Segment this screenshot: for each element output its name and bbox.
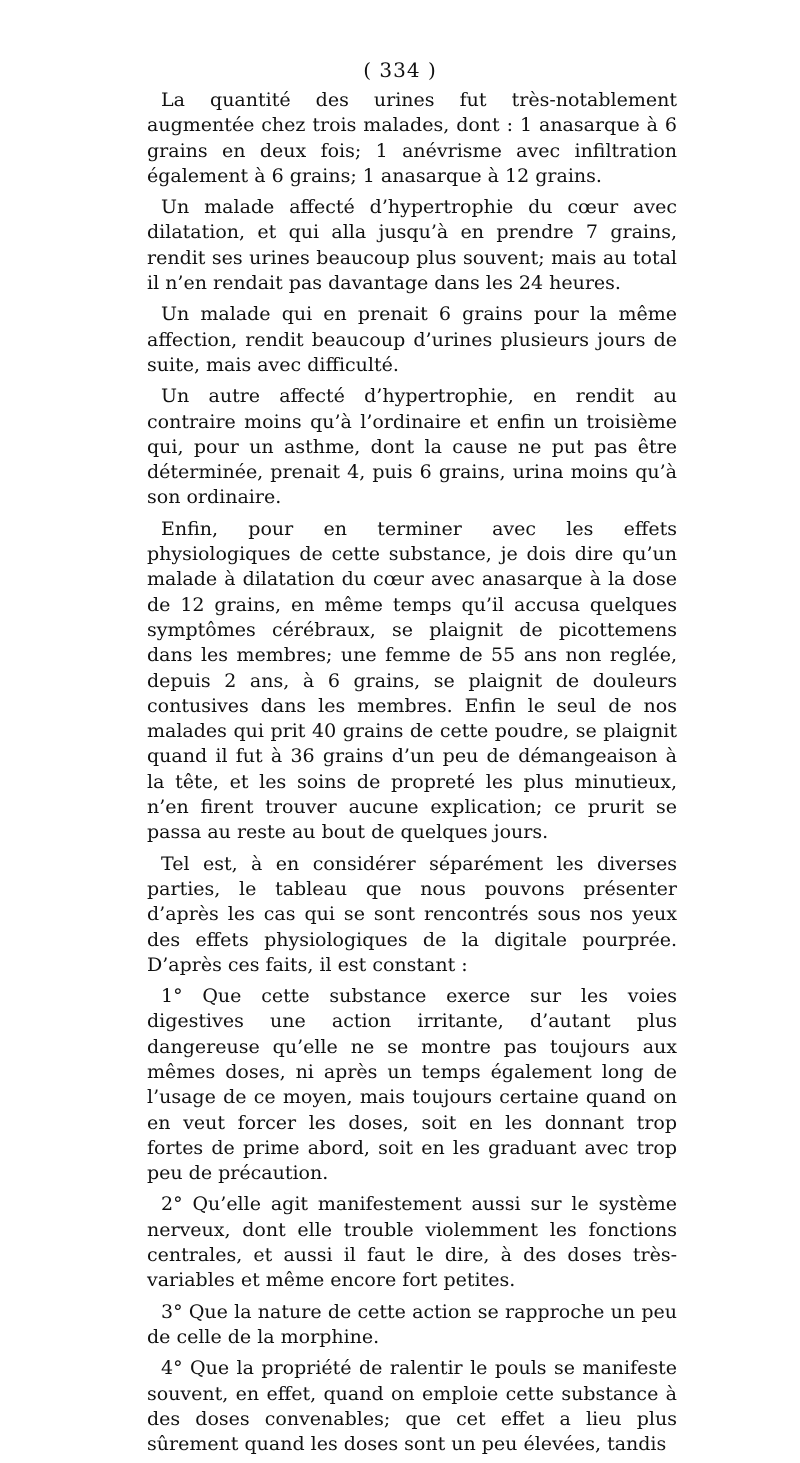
paragraph-point-3: 3° Que la nature de cette action se rapproche un peu de celle de la morphine. xyxy=(147,1300,677,1348)
paragraph-six-grains: Un malade qui en prenait 6 grains pour la même affection, rendit beaucoup d’urines plusieurs jours de suite, mais avec difficulté. xyxy=(147,303,677,376)
paragraph-hypertrophy-dilatation: Un malade affecté d’hypertrophie du cœur avec dilatation, et qui alla jusqu’à en prendre 7 grains, rendit ses urines beaucoup plus souvent; mais au total il n’en rendait pas davantage dans les 24 heures. xyxy=(147,196,677,295)
paragraph-another-hypertrophy: Un autre affecté d’hypertrophie, en rendit au contraire moins qu’à l’ordinaire et enfin un troisième qui, pour un asthme, dont la cause ne put pas être déterminée, prenait 4, puis 6 grains, urina moins qu’à son ordinaire. xyxy=(147,385,677,509)
paragraph-point-4: 4° Que la propriété de ralentir le pouls se manifeste souvent, en effet, quand on emploie cette substance à des doses convenables; que cet effet a lieu plus sûrement quand les doses sont un peu élevées, tandis xyxy=(147,1357,677,1456)
paragraph-point-1: 1° Que cette substance exerce sur les voies digestives une action irritante, d’autant plus dangereuse qu’elle ne se montre pas toujours aux mêmes doses, ni après un temps également long de l’usage de ce moyen, mais toujours certaine quand on en veut forcer les doses, soit en les donnant trop fortes de prime abord, soit en les graduant avec trop peu de précaution. xyxy=(147,985,677,1185)
body-text xyxy=(147,88,677,1463)
paragraph-physiological-effects: Enfin, pour en terminer avec les effets physiologiques de cette substance, je dois dire qu’un malade à dilatation du cœur avec anasarque à la dose de 12 grains, en même temps qu’il accusa quelques symptômes cérébraux, se plaignit de picottemens dans les membres; une femme de 55 ans non reglée, depuis 2 ans, à 6 grains, se plaignit de douleurs contusives dans les membres. Enfin le seul de nos malades qui prit 40 grains de cette poudre, se plaignit quand il fut à 36 grains d’un peu de démangeaison à la tête, et les soins de propreté les plus minutieux, n’en firent trouver aucune explication; ce prurit se passa au reste au bout de quelques jours. xyxy=(147,517,677,844)
paragraph-summary: Tel est, à en considérer séparément les diverses parties, le tableau que nous pouvons présenter d’après les cas qui se sont rencontrés sous nos yeux des effets physiologiques de la digitale pourprée. D’après ces faits, il est constant : xyxy=(147,852,677,976)
paragraph-urine-quantity: La quantité des urines fut très-notablement augmentée chez trois malades, dont : 1 anasarque à 6 grains en deux fois; 1 anévrisme avec infiltration également à 6 grains; 1 anasarque à 12 grains. xyxy=(147,89,677,187)
page-number: ( 334 ) xyxy=(363,58,437,82)
paragraph-point-2: 2° Qu’elle agit manifestement aussi sur le système nerveux, dont elle trouble violemment les fonctions centrales, et aussi il faut le dire, à des doses très-variables et même encore fort petites. xyxy=(147,1193,677,1292)
